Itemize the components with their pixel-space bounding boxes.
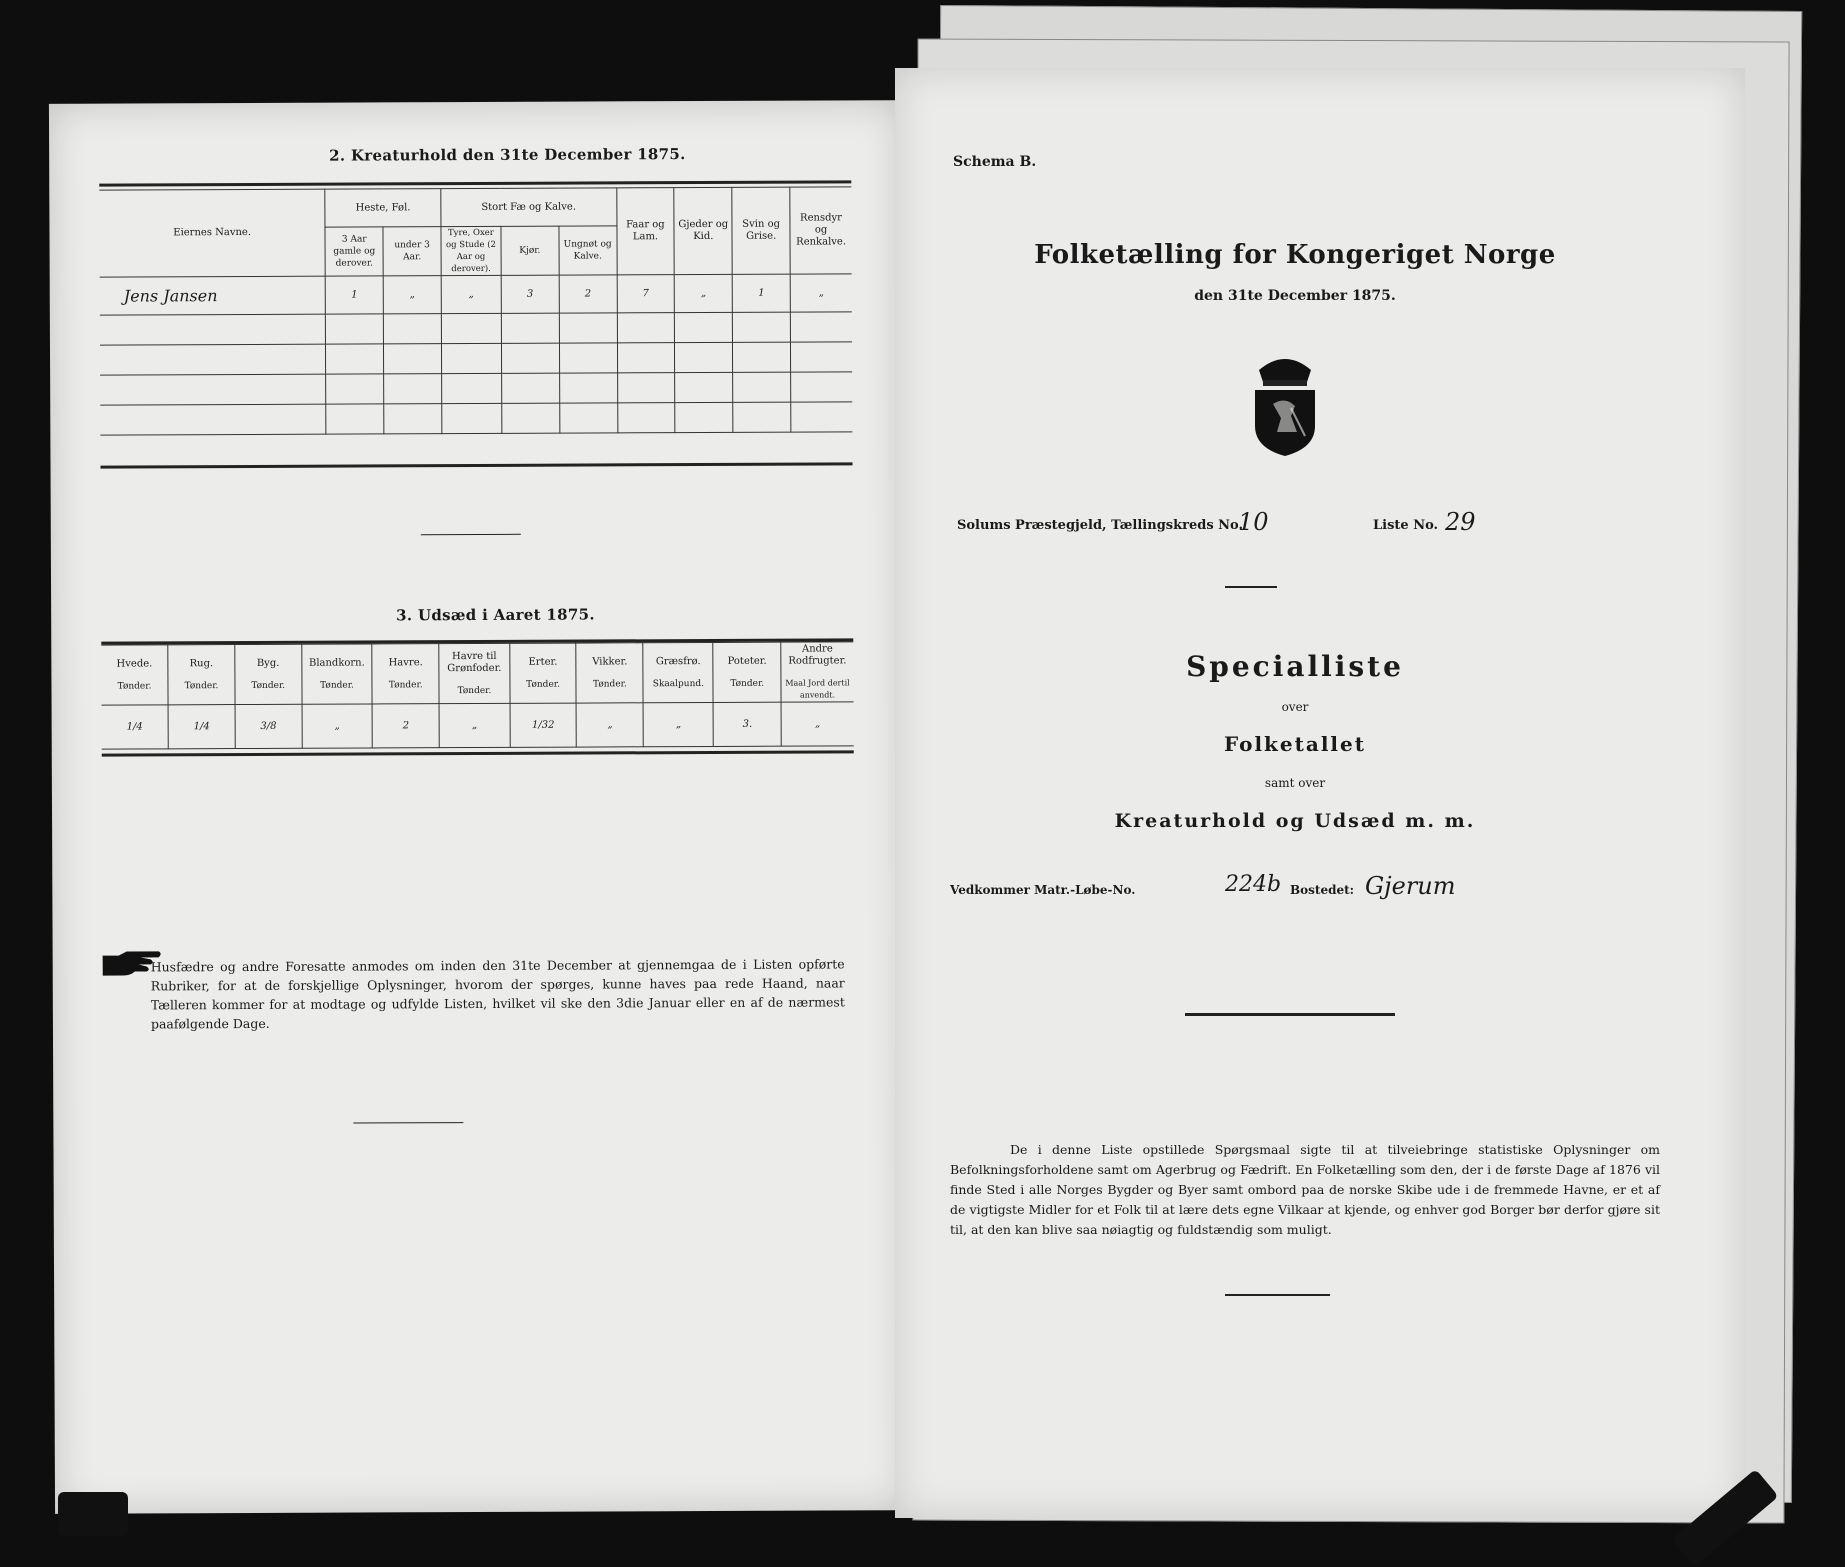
cell: 2 — [559, 275, 617, 313]
horses-young-header: under 3 Aar. — [383, 227, 441, 276]
owner-header: Eiernes Navne. — [99, 189, 325, 277]
district-number: 10 — [1238, 508, 1269, 536]
seed-column-header — [576, 643, 643, 703]
sheep-header: Faar og Lam. — [616, 188, 674, 275]
calves-header: Ungnøt og Kalve. — [559, 226, 617, 275]
cell: 1/4 — [102, 705, 169, 749]
crop-name: Byg. — [256, 657, 280, 669]
pigs-header: Svin og Grise. — [732, 187, 790, 274]
cell: 7 — [617, 275, 675, 313]
cell: 1/4 — [168, 705, 235, 749]
divider — [1225, 1294, 1330, 1296]
table-row — [100, 274, 852, 315]
crop-unit: Tønder. — [457, 685, 492, 696]
reindeer-header: Rensdyr og Renkalve. — [790, 187, 852, 274]
seed-column-header — [101, 645, 168, 705]
matr-label: Vedkommer Matr.-Løbe-No. — [950, 883, 1136, 897]
cell: „ — [790, 274, 852, 312]
seed-column-header — [372, 644, 439, 704]
crop-unit: Maal Jord dertil anvendt. — [785, 677, 850, 700]
census-title: Folketælling for Kongeriget Norge — [1034, 240, 1556, 270]
cattle-header: Stort Fæ og Kalve. — [441, 188, 617, 227]
bosted-label: Bostedet: — [1290, 883, 1355, 897]
table-row — [100, 342, 852, 375]
left-notice: Husfædre og andre Foresatte anmodes om inden den 31te December at gjennemgaa de i Listen opførte Rubriker, for at de forskjellige Oplysninger, hvorom der spørges, kunne haves paa rede Haand, naar Tælleren kommer for at modtage og udfylde Listen, hvilket vil ske den 3die Januar eller en af de nærmest paafølgende Dage. — [150, 956, 845, 1032]
coat-of-arms-icon — [1247, 348, 1323, 458]
crop-name: Hvede. — [116, 657, 153, 670]
parish-label: Solums Præstegjeld, Tællingskreds No. — [957, 518, 1244, 533]
bulls-header: Tyre, Oxer og Stude (2 Aar og derover). — [441, 226, 501, 275]
crop-unit: Tønder. — [184, 680, 219, 691]
table-row — [100, 402, 852, 435]
seed-column-header — [301, 644, 372, 704]
crop-name: Havre til Grønfoder. — [447, 650, 502, 674]
crop-name: Vikker. — [592, 655, 628, 668]
crop-unit: Tønder. — [320, 680, 354, 691]
crop-name: Andre Rodfrugter. — [788, 642, 847, 667]
divider — [1225, 586, 1277, 588]
specialliste-heading: Specialliste — [1186, 650, 1404, 683]
divider — [1185, 1013, 1395, 1016]
goats-header: Gjeder og Kid. — [674, 187, 732, 274]
cell: 1 — [732, 274, 790, 312]
livestock-table — [99, 186, 852, 435]
table-row — [100, 312, 852, 345]
seed-column-header — [713, 642, 781, 702]
matr-number: 224b — [1225, 872, 1282, 897]
folketallet-heading: Folketallet — [1224, 732, 1366, 756]
cell: „ — [643, 702, 713, 746]
right-notice: De i denne Liste opstillede Spørgsmaal sigte til at tilveiebringe statistiske Oplysninger om Befolkningsforholdene samt om Agerbrug og Fædrift. En Folketælling som den, der i de første Dage af 1876 vil finde Sted i alle Norges Bygder og Byer samt ombord paa de norske Skibe ude i de fremmede Havne, er et af de vigtigste Midler for et Folk til at lære dets egne Vilkaar at kjende, og enhver god Borger bør derfor gjøre sit til, at den kan blive saa nøiagtig og fuldstændig som muligt. — [950, 1142, 1660, 1237]
seed-section-title: 3. Udsæd i Aaret 1875. — [396, 605, 595, 625]
seed-column-header — [439, 643, 510, 703]
divider — [421, 534, 521, 535]
cows-header: Kjør. — [501, 226, 559, 275]
owner-name: Jens Jansen — [100, 276, 326, 315]
kreaturhold-heading: Kreaturhold og Udsæd m. m. — [1114, 810, 1476, 832]
table-row — [102, 702, 854, 749]
binding-clip — [58, 1492, 128, 1536]
cell: 3/8 — [235, 704, 302, 748]
bosted-name: Gjerum — [1365, 872, 1456, 900]
horses-header: Heste, Føl. — [325, 189, 441, 228]
cell: „ — [577, 703, 644, 747]
crop-unit: Tønder. — [593, 678, 627, 689]
samt-over-text: samt over — [1264, 776, 1326, 790]
seed-column-header — [168, 645, 235, 705]
cell: 3 — [501, 275, 559, 313]
crop-name: Erter. — [528, 656, 558, 668]
crop-name: Poteter. — [727, 655, 767, 667]
divider — [353, 1122, 463, 1123]
seed-column-header — [643, 642, 713, 702]
table-bottom-rule — [102, 750, 854, 756]
seed-column-header — [235, 644, 302, 704]
crop-unit: Tønder. — [730, 678, 765, 689]
cell: „ — [781, 702, 854, 746]
crop-unit: Tønder. — [251, 680, 286, 691]
table-bottom-rule — [101, 462, 853, 468]
list-label: Liste No. — [1373, 518, 1439, 533]
cell: 1/32 — [510, 703, 577, 747]
cell: „ — [441, 275, 501, 313]
crop-unit: Skaalpund. — [652, 678, 705, 689]
cell: „ — [383, 276, 441, 314]
horses-adult-header: 3 Aar gamle og derover. — [325, 227, 383, 276]
cell: „ — [302, 704, 373, 748]
crop-unit: Tønder. — [117, 680, 152, 692]
table-top-rule — [99, 180, 851, 186]
list-number: 29 — [1445, 508, 1476, 536]
crop-name: Havre. — [388, 656, 423, 668]
over-text: over — [1281, 700, 1309, 714]
crop-name: Rug. — [189, 657, 214, 669]
left-page — [49, 100, 907, 1514]
crop-unit: Tønder. — [526, 679, 560, 690]
schema-label: Schema B. — [953, 154, 1037, 170]
livestock-section-title: 2. Kreaturhold den 31te December 1875. — [329, 145, 686, 165]
seed-column-header — [509, 643, 576, 703]
crop-unit: Tønder. — [388, 679, 423, 690]
census-date: den 31te December 1875. — [1194, 288, 1396, 304]
cell: 3. — [713, 702, 781, 746]
table-row — [100, 372, 852, 405]
cell: 2 — [372, 704, 439, 748]
crop-name: Blandkorn. — [308, 656, 365, 669]
right-page — [895, 68, 1745, 1518]
seed-table — [101, 641, 853, 749]
cell: 1 — [325, 276, 383, 314]
cell: „ — [439, 703, 510, 747]
seed-column-header — [781, 642, 854, 702]
cell: „ — [675, 274, 733, 312]
crop-name: Græsfrø. — [655, 655, 701, 667]
